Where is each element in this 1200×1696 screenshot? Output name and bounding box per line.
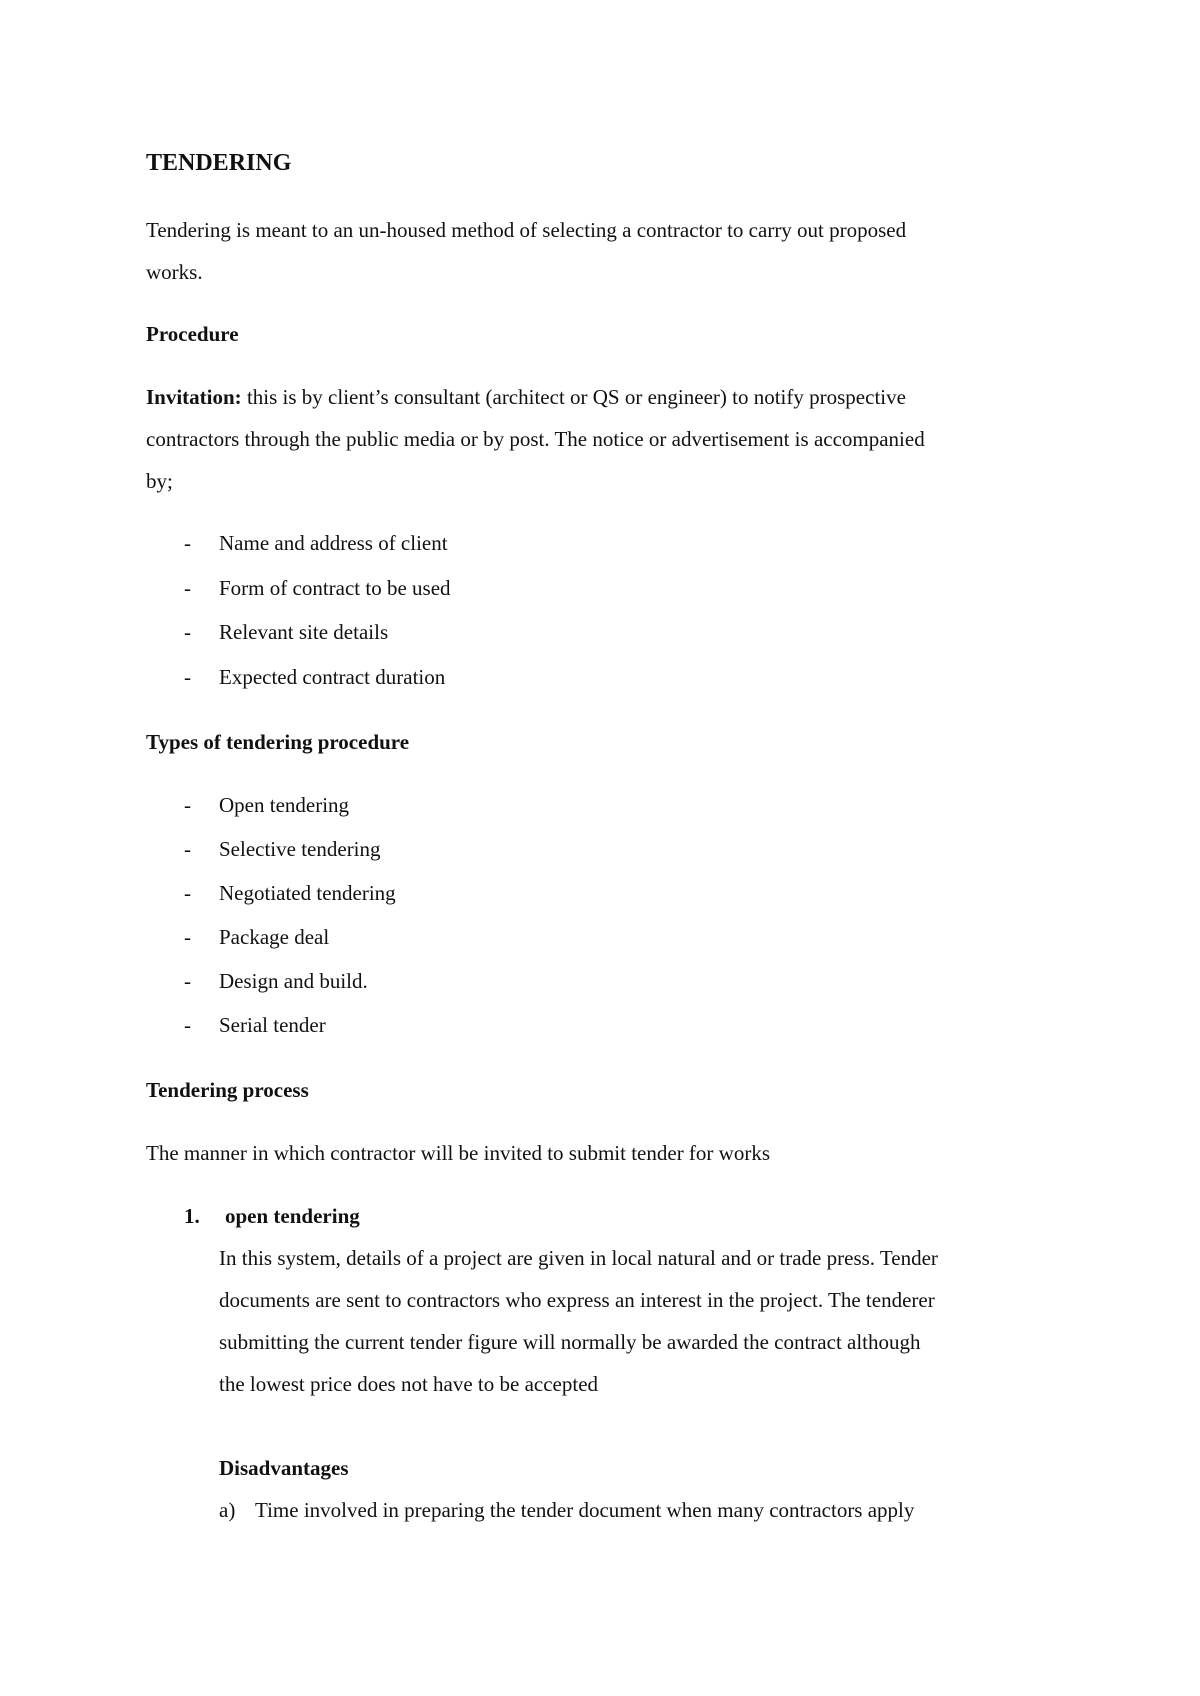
list-item-dash: - [184,576,191,600]
invitation-label: Invitation: [146,385,242,409]
intro-line-1: Tendering is meant to an un-housed method of selecting a contractor to carry out proposed [146,218,907,242]
open-tendering-heading: open tendering [225,1204,360,1228]
process-heading: Tendering process [146,1078,309,1102]
list-item-dash: - [184,969,191,993]
list-item: Selective tendering [219,837,381,861]
list-item: Design and build. [219,969,368,993]
open-line-1: In this system, details of a project are given in local natural and or trade press. Tender [219,1246,938,1270]
list-item-dash: - [184,793,191,817]
open-line-2: documents are sent to contractors who express an interest in the project. The tenderer [219,1288,935,1312]
disadvantages-heading: Disadvantages [219,1456,349,1480]
invitation-text: this is by client’s consultant (architect or QS or engineer) to notify prospective [241,385,906,409]
disadvantage-marker: a) [219,1498,236,1522]
list-item-dash: - [184,881,191,905]
disadvantage-text: Time involved in preparing the tender document when many contractors apply [255,1498,915,1522]
list-item-dash: - [184,1013,191,1037]
list-item: Open tendering [219,793,350,817]
open-line-3: submitting the current tender figure will normally be awarded the contract although [219,1330,921,1354]
page-title: TENDERING [146,150,292,176]
list-item-dash: - [184,620,191,644]
intro-line-2: works. [146,260,203,284]
list-number: 1. [184,1204,200,1228]
procedure-heading: Procedure [146,322,239,346]
types-heading: Types of tendering procedure [146,730,410,754]
list-item: Negotiated tendering [219,881,396,905]
invitation-line-2: contractors through the public media or by post. The notice or advertisement is accompanied [146,427,925,451]
list-item-dash: - [184,531,191,555]
invitation-line-3: by; [146,469,173,493]
list-item: Expected contract duration [219,665,446,689]
list-item: Relevant site details [219,620,389,644]
list-item: Form of contract to be used [219,576,451,600]
list-item: Serial tender [219,1013,326,1037]
invitation-line-1 [146,384,906,410]
list-item-dash: - [184,837,191,861]
list-item: Package deal [219,925,330,949]
list-item-dash: - [184,925,191,949]
open-line-4: the lowest price does not have to be accepted [219,1372,599,1396]
process-text: The manner in which contractor will be invited to submit tender for works [146,1141,771,1165]
list-item-dash: - [184,665,191,689]
list-item: Name and address of client [219,531,448,555]
